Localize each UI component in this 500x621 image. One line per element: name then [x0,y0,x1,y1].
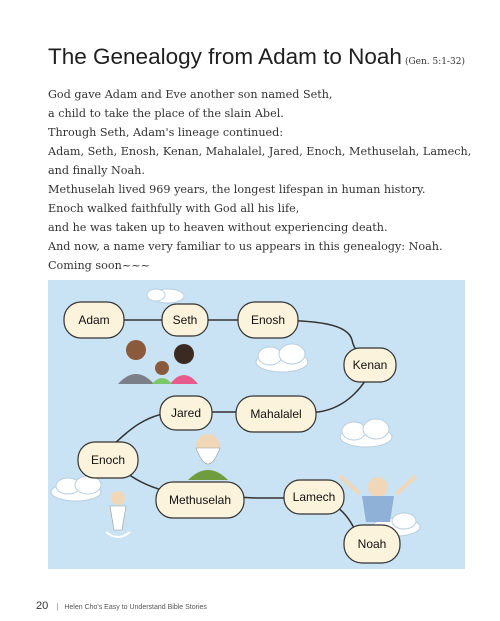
paragraph-line: And now, a name very familiar to us appears in this genealogy: Noah. [48,240,443,253]
adam-eve-family-figure [118,340,198,384]
cloud-icon [147,289,184,303]
paragraph-line: and finally Noah. [48,164,145,177]
paragraph-line: and he was taken up to heaven without experiencing death. [48,221,388,234]
node-label-methuselah: Methuselah [168,493,232,507]
node-noah [344,525,400,563]
node-seth [162,304,208,336]
story-paragraph [48,85,472,275]
node-label-mahalalel: Mahalalel [250,407,302,421]
node-enoch [78,442,138,478]
cloud-icon [256,344,308,372]
node-lamech [284,480,344,514]
footer-separator: | [56,602,59,611]
node-label-kenan: Kenan [352,358,388,372]
node-mahalalel [236,396,316,432]
genealogy-illustration [48,280,465,569]
node-label-lamech: Lamech [292,490,336,504]
node-kenan [344,348,396,382]
node-enosh [238,302,298,338]
paragraph-line: a child to take the place of the slain Abel. [48,107,284,120]
node-label-seth: Seth [172,313,198,327]
node-label-enoch: Enoch [90,453,126,467]
title-text: The Genealogy from Adam to Noah [48,44,402,69]
node-label-adam: Adam [78,313,110,327]
node-adam [64,302,124,338]
page-footer [36,596,207,614]
paragraph-line: Enoch walked faithfully with God all his life, [48,202,300,215]
methuselah-figure [188,434,228,480]
genealogy-map [48,280,465,569]
cloud-icon [340,419,392,447]
paragraph-line: God gave Adam and Eve another son named Seth, [48,88,333,101]
paragraph-line: Through Seth, Adam's lineage continued: [48,126,284,139]
scripture-reference: (Gen. 5:1-32) [404,57,465,67]
node-label-jared: Jared [170,406,202,420]
page-number: 20 [36,600,49,612]
book-title: Helen Cho's Easy to Understand Bible Stories [64,604,207,611]
cloud-icon [51,476,101,501]
node-label-noah: Noah [357,537,387,551]
node-methuselah [156,482,244,518]
paragraph-line: Adam, Seth, Enosh, Kenan, Mahalalel, Jared, Enoch, Methuselah, Lamech, [48,145,472,158]
node-jared [160,396,212,430]
node-label-enosh: Enosh [250,313,286,327]
paragraph-line: Methuselah lived 969 years, the longest lifespan in human history. [48,183,426,196]
paragraph-line: Coming soon~~~ [48,259,150,272]
page-title [48,44,465,70]
enoch-ascending-figure [106,491,130,537]
